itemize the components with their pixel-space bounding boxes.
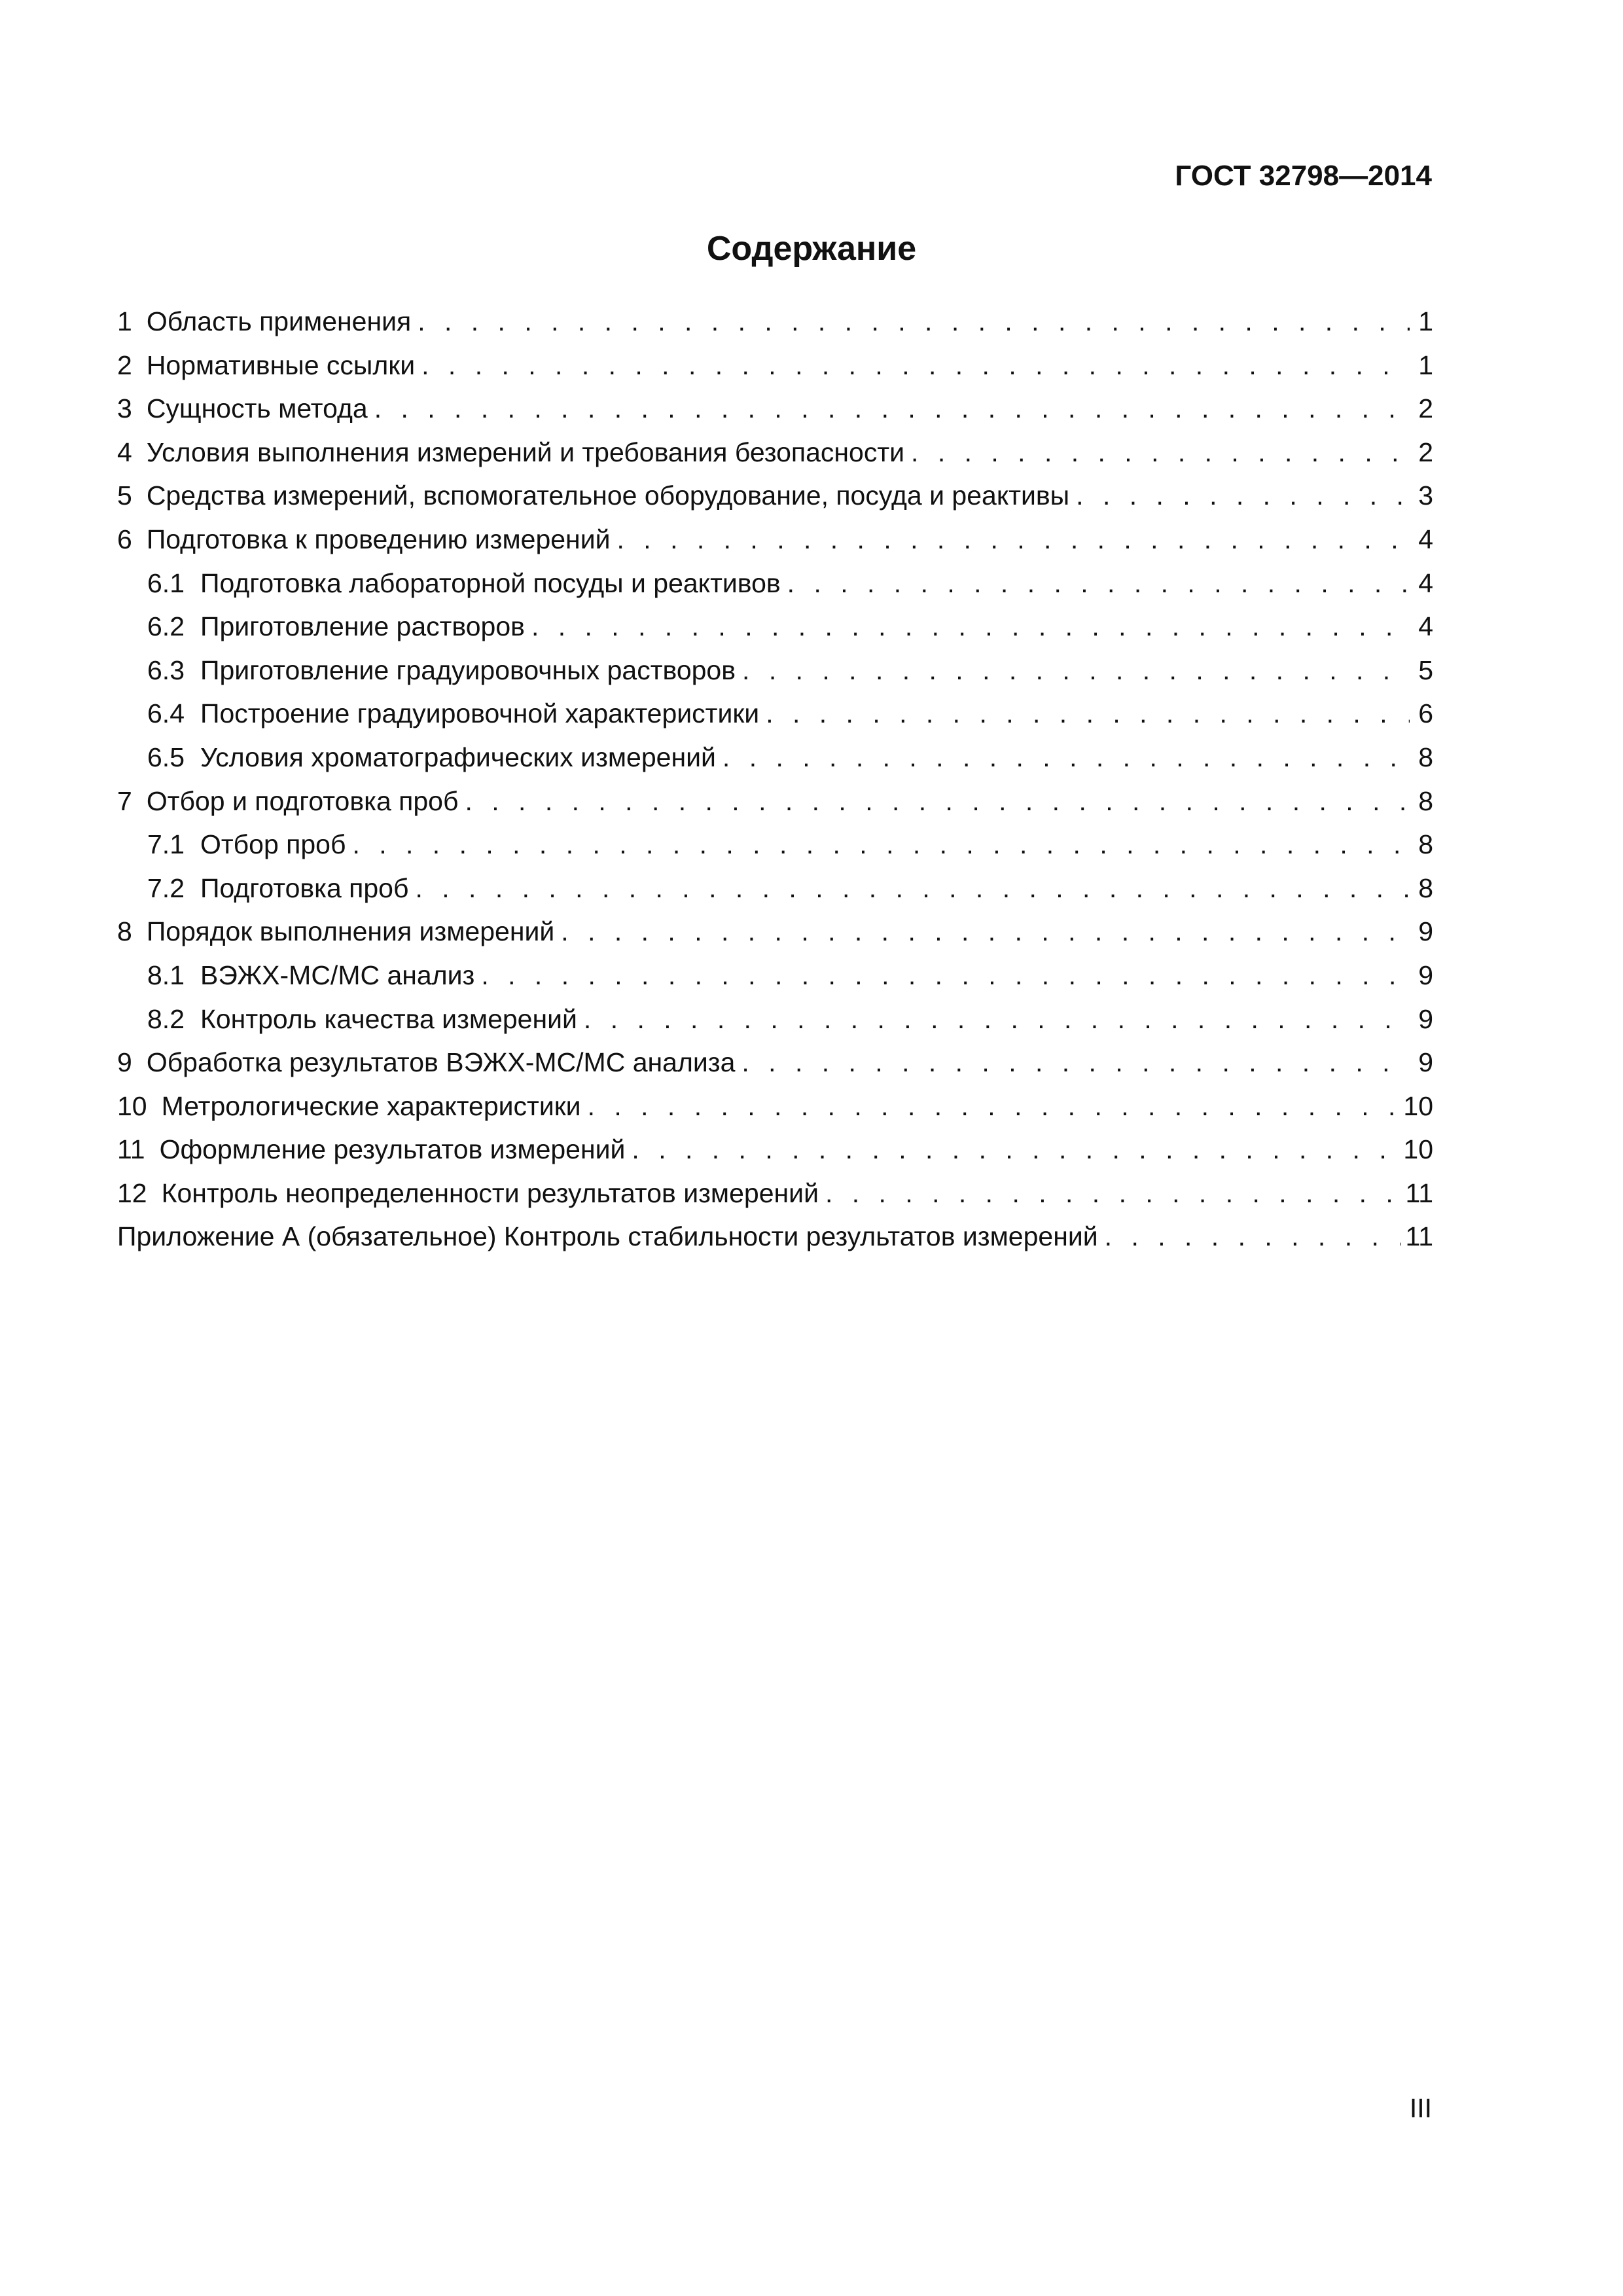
toc-entry-page: 4 xyxy=(1418,611,1433,642)
toc-entry-label: Сущность метода xyxy=(146,393,368,424)
toc-entry-number: 6.3 xyxy=(147,655,185,685)
toc-leader-dots xyxy=(1076,474,1410,518)
toc-entry-label: Подготовка проб xyxy=(200,872,409,903)
toc-entry-page: 11 xyxy=(1405,1177,1433,1208)
toc-leader-dots xyxy=(911,431,1410,475)
toc-entry-number: 4 xyxy=(117,437,132,467)
page-number: III xyxy=(1409,2093,1432,2123)
toc-entry-number: 6.5 xyxy=(147,742,185,772)
toc-leader-dots xyxy=(415,867,1410,910)
toc-entry-page: 11 xyxy=(1405,1221,1433,1252)
toc-entry-label: Приготовление растворов xyxy=(200,611,525,642)
toc-entry-page: 8 xyxy=(1418,829,1433,860)
toc-title: Содержание xyxy=(706,230,917,268)
toc-leader-dots xyxy=(418,300,1410,344)
toc-entry-number: 7.1 xyxy=(147,829,185,860)
table-of-contents xyxy=(117,300,1433,1259)
toc-leader-dots xyxy=(1105,1215,1402,1259)
toc-entry[interactable] xyxy=(117,649,1433,692)
toc-entry[interactable] xyxy=(117,780,1433,823)
toc-entry-page: 9 xyxy=(1418,1003,1433,1034)
toc-entry-page: 9 xyxy=(1418,960,1433,990)
toc-entry-label: Условия выполнения измерений и требования безопасности xyxy=(146,437,905,467)
toc-entry-page: 1 xyxy=(1418,350,1433,380)
toc-entry[interactable] xyxy=(117,344,1433,387)
toc-entry[interactable] xyxy=(117,474,1433,518)
toc-leader-dots xyxy=(825,1172,1401,1215)
toc-entry[interactable] xyxy=(117,431,1433,475)
toc-entry-page: 2 xyxy=(1418,437,1433,467)
toc-entry-number: 12 xyxy=(117,1177,147,1208)
toc-entry-label: Метрологические характеристики xyxy=(161,1090,581,1121)
toc-entry-page: 6 xyxy=(1418,698,1433,729)
toc-entry-label: Область применения xyxy=(146,306,412,336)
toc-entry-number: 1 xyxy=(117,306,132,336)
toc-entry[interactable] xyxy=(117,823,1433,867)
toc-entry-number: 7 xyxy=(117,785,132,816)
toc-entry[interactable] xyxy=(117,867,1433,910)
toc-entry[interactable] xyxy=(117,562,1433,605)
toc-entry[interactable] xyxy=(117,300,1433,344)
toc-entry-label: Подготовка лабораторной посуды и реактивов xyxy=(200,567,781,598)
toc-entry-page: 9 xyxy=(1418,1047,1433,1078)
toc-entry-label: Контроль качества измерений xyxy=(200,1003,577,1034)
toc-entry-label: Отбор проб xyxy=(200,829,346,860)
toc-entry-label: Оформление результатов измерений xyxy=(159,1134,626,1165)
toc-entry-page: 8 xyxy=(1418,785,1433,816)
toc-leader-dots xyxy=(741,1041,1410,1085)
toc-entry[interactable] xyxy=(117,1085,1433,1128)
toc-entry[interactable] xyxy=(117,997,1433,1041)
toc-entry-number: 6.2 xyxy=(147,611,185,642)
toc-entry-label: Подготовка к проведению измерений xyxy=(146,524,611,554)
toc-entry-page: 4 xyxy=(1418,524,1433,554)
toc-entry[interactable] xyxy=(117,387,1433,431)
toc-entry[interactable] xyxy=(117,1172,1433,1215)
toc-entry[interactable] xyxy=(117,954,1433,997)
toc-entry-label: Приготовление градуировочных растворов xyxy=(200,655,736,685)
toc-leader-dots xyxy=(374,387,1410,431)
toc-entry[interactable] xyxy=(117,518,1433,562)
toc-entry-label: Порядок выполнения измерений xyxy=(146,916,555,947)
toc-entry-number: 8.2 xyxy=(147,1003,185,1034)
toc-leader-dots xyxy=(584,997,1410,1041)
toc-entry-page: 5 xyxy=(1418,655,1433,685)
toc-entry-number: 11 xyxy=(117,1134,145,1165)
toc-leader-dots xyxy=(632,1128,1399,1172)
toc-leader-dots xyxy=(481,954,1410,997)
toc-entry[interactable] xyxy=(117,1128,1433,1172)
toc-entry-page: 2 xyxy=(1418,393,1433,424)
toc-entry-label: Отбор и подготовка проб xyxy=(146,785,459,816)
toc-entry-number: 6.1 xyxy=(147,567,185,598)
toc-entry[interactable] xyxy=(117,1041,1433,1085)
toc-entry-number: 6.4 xyxy=(147,698,185,729)
toc-entry-label: Обработка результатов ВЭЖХ-МС/МС анализа xyxy=(146,1047,736,1078)
document-code: ГОСТ 32798—2014 xyxy=(1175,160,1432,192)
toc-entry-number: 10 xyxy=(117,1090,147,1121)
toc-entry-label: Средства измерений, вспомогательное оборудование, посуда и реактивы xyxy=(146,480,1070,511)
toc-leader-dots xyxy=(421,344,1410,387)
toc-entry[interactable] xyxy=(117,736,1433,780)
toc-entry-label: Построение градуировочной характеристики xyxy=(200,698,760,729)
toc-entry-page: 1 xyxy=(1418,306,1433,336)
toc-entry-number: 9 xyxy=(117,1047,132,1078)
toc-entry-page: 9 xyxy=(1418,916,1433,947)
toc-entry-number: 6 xyxy=(117,524,132,554)
toc-entry-number: 8.1 xyxy=(147,960,185,990)
toc-leader-dots xyxy=(352,823,1410,867)
toc-entry-number: 7.2 xyxy=(147,872,185,903)
toc-entry-number: 3 xyxy=(117,393,132,424)
toc-leader-dots xyxy=(722,736,1410,780)
toc-entry-page: 10 xyxy=(1403,1090,1433,1121)
toc-entry-label: Контроль неопределенности результатов измерений xyxy=(161,1177,819,1208)
toc-leader-dots xyxy=(766,692,1410,736)
toc-entry[interactable] xyxy=(117,910,1433,954)
toc-entry-page: 10 xyxy=(1403,1134,1433,1165)
toc-entry-number: 2 xyxy=(117,350,132,380)
toc-entry-number: 5 xyxy=(117,480,132,511)
toc-entry-label: Приложение А (обязательное) Контроль стабильности результатов измерений xyxy=(117,1221,1098,1252)
toc-leader-dots xyxy=(588,1085,1400,1128)
toc-entry-label: Нормативные ссылки xyxy=(146,350,416,380)
toc-entry-number: 8 xyxy=(117,916,132,947)
toc-entry[interactable] xyxy=(117,605,1433,649)
toc-entry-page: 4 xyxy=(1418,567,1433,598)
toc-entry[interactable] xyxy=(117,1215,1433,1259)
toc-leader-dots xyxy=(787,562,1410,605)
toc-entry[interactable] xyxy=(117,692,1433,736)
toc-entry-page: 3 xyxy=(1418,480,1433,511)
toc-entry-page: 8 xyxy=(1418,742,1433,772)
toc-leader-dots xyxy=(742,649,1410,692)
toc-leader-dots xyxy=(617,518,1410,562)
toc-entry-page: 8 xyxy=(1418,872,1433,903)
toc-entry-label: Условия хроматографических измерений xyxy=(200,742,716,772)
toc-leader-dots xyxy=(465,780,1410,823)
toc-leader-dots xyxy=(561,910,1410,954)
toc-leader-dots xyxy=(531,605,1410,649)
toc-entry-label: ВЭЖХ-МС/МС анализ xyxy=(200,960,475,990)
